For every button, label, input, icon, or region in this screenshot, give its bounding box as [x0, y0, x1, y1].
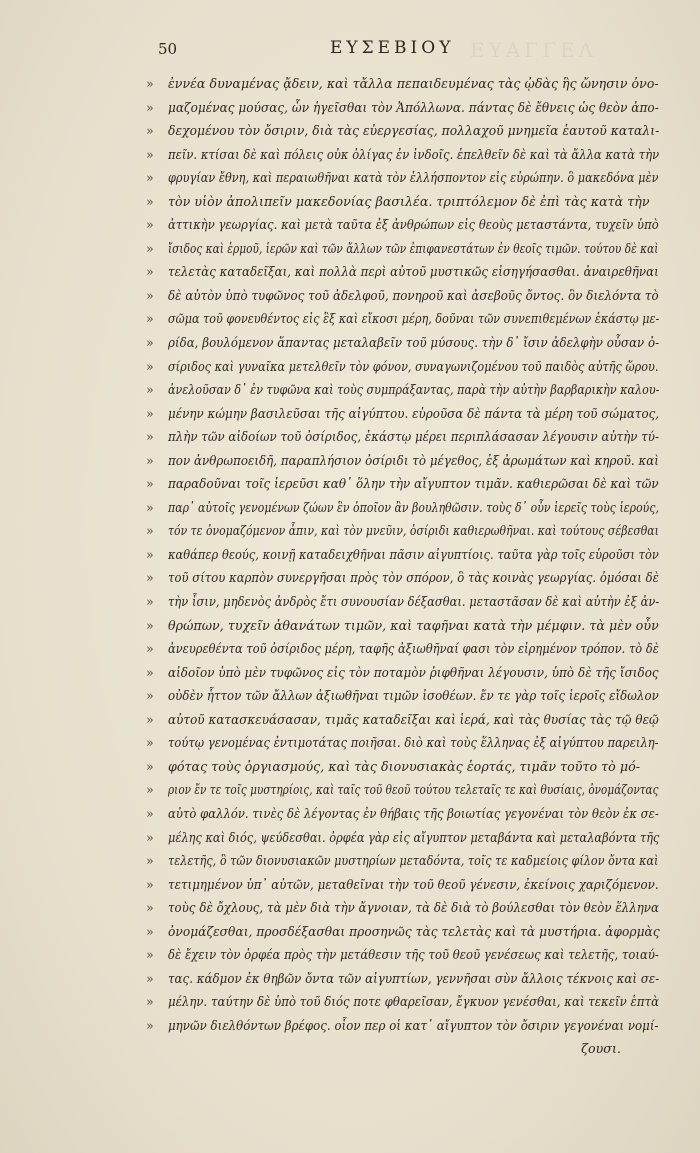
quotation-mark: » [146, 335, 154, 351]
quotation-mark: » [146, 193, 154, 209]
line-text: ρίδα, βουλόμενον ἅπαντας μεταλαβεῖν τοῦ μύσους. τὴν δ᾽ ἴσιν ἀδελφὴν οὖσαν ὀ- [168, 335, 660, 351]
text-line [146, 519, 661, 543]
text-line [146, 778, 661, 802]
quotation-mark: » [146, 429, 154, 445]
line-text: καθάπερ θεούς, κοινῇ καταδειχθῆναι πᾶσιν αἰγυπτίοις. ταῦτα γὰρ τοῖς εὑροῦσι τὸν [168, 546, 659, 562]
text-line [146, 849, 661, 873]
line-text: τοῦ σίτου καρπὸν συνεργῆσαι πρὸς τὸν σπόρον, ὃ τὰς κοινὰς γεωργίας. ὀμόσαι δὲ [168, 570, 659, 586]
line-text: τούτῳ γενομένας ἐντιμοτάτας ποιῆσαι. διὸ καὶ τοὺς ἕλληνας ἐξ αἰγύπτου παρειλη- [168, 735, 659, 751]
line-text: τόν τε ὀνομαζόμενον ἆπιν, καὶ τὸν μνεῦιν, ὀσίριδι καθιερωθῆναι. καὶ τούτους σέβεσθαι [168, 523, 659, 539]
text-line [146, 731, 661, 755]
quotation-mark: » [146, 146, 154, 162]
text-line [146, 755, 661, 779]
text-line [146, 472, 661, 496]
quotation-mark: » [146, 617, 154, 633]
text-line [146, 331, 661, 355]
text-line [146, 637, 661, 661]
quotation-mark: » [146, 287, 154, 303]
text-line [146, 190, 661, 214]
text-line [146, 566, 661, 590]
quotation-mark: » [146, 688, 154, 704]
quotation-mark: » [146, 264, 154, 280]
line-text: αὐτὸ φαλλόν. τινὲς δὲ λέγοντας ἐν θήβαις τῆς βοιωτίας γεγονέναι τὸν θεὸν ἐκ σε- [168, 805, 659, 821]
text-line [146, 990, 661, 1014]
quotation-mark: » [146, 664, 154, 680]
quotation-mark: » [146, 900, 154, 916]
line-text: τελετῆς, ὃ τῶν διονυσιακῶν μυστηρίων μεταδόντα, τοῖς τε καδμείοις φίλον ὄντα καὶ [168, 853, 659, 869]
quotation-mark: » [146, 1017, 154, 1033]
quotation-mark: » [146, 829, 154, 845]
line-text: ριον ἔν τε τοῖς μυστηρίοις, καὶ ταῖς τοῦ θεοῦ τούτου τελεταῖς τε καὶ θυσίαις, ὀνομάζοντας [168, 782, 659, 798]
line-text: φρυγίαν ἔθνη, καὶ περαιωθῆναι κατὰ τὸν ἑλλήσποντον εἰς εὐρώπην. ὃ μακεδόνα μὲν [168, 170, 659, 186]
line-text: ὀνομάζεσθαι, προσδέξασθαι προσηνῶς τὰς τελετὰς καὶ τὰ μυστήρια. ἀφορμὰς [168, 923, 660, 939]
line-text: μένην κώμην βασιλεῦσαι τῆς αἰγύπτου. εὑροῦσα δὲ πάντα τὰ μέρη τοῦ σώματος, [168, 405, 660, 421]
quotation-mark: » [146, 523, 154, 539]
line-text: σῶμα τοῦ φονευθέντος εἰς ἓξ καὶ εἴκοσι μέρη, δοῦναι τῶν συνεπιθεμένων ἑκάστῳ με- [168, 311, 660, 327]
quotation-mark: » [146, 594, 154, 610]
quotation-mark: » [146, 99, 154, 115]
quotation-mark: » [146, 805, 154, 821]
text-line [146, 1037, 661, 1061]
text-line [146, 590, 661, 614]
line-text: οὐδὲν ἧττον τῶν ἄλλων ἀξιωθῆναι τιμῶν ἰσοθέων. ἔν τε γὰρ τοῖς ἱεροῖς εἴδωλον [168, 688, 659, 704]
text-line [146, 143, 661, 167]
line-text: ἀνευρεθέντα τοῦ ὀσίριδος μέρη, ταφῆς ἀξιωθῆναί φασι τὸν εἰρημένον τρόπον. τὸ δὲ [168, 641, 659, 657]
text-line [146, 425, 661, 449]
line-text: ζουσι. [581, 1041, 621, 1057]
page-number: 50 [158, 40, 178, 58]
quotation-mark: » [146, 711, 154, 727]
line-text: ἀττικὴν γεωργίας. καὶ μετὰ ταῦτα ἐξ ἀνθρώπων εἰς θεοὺς μεταστάντα, τυχεῖν ὑπὸ [168, 217, 659, 233]
quotation-mark: » [146, 217, 154, 233]
text-line [146, 1014, 661, 1038]
text-line [146, 826, 661, 850]
text-line [146, 355, 661, 379]
line-text: τοὺς δὲ ὄχλους, τὰ μὲν διὰ τὴν ἄγνοιαν, τὰ δὲ διὰ τὸ βούλεσθαι τὸν θεὸν ἕλληνα [168, 900, 660, 916]
line-text: αἰδοῖον ὑπὸ μὲν τυφῶνος εἰς τὸν ποταμὸν ῥιφθῆναι λέγουσιν, ὑπὸ δὲ τῆς ἴσιδος [168, 664, 659, 680]
quotation-mark: » [146, 452, 154, 468]
text-line [146, 119, 661, 143]
line-text: παρ᾽ αὐτοῖς γενομένων ζώων ἓν ὁποῖον ἂν βουληθῶσιν. τοὺς δ᾽ οὖν ἱερεῖς τοὺς ἱερούς, [168, 499, 659, 515]
line-text: ἐννέα δυναμένας ᾄδειν, καὶ τἄλλα πεπαιδευμένας τὰς ᾠδὰς ἣς ὤνησιν ὀνο- [168, 76, 659, 91]
text-line [146, 213, 661, 237]
line-text: ἴσιδος καὶ ἑρμοῦ, ἱερῶν καὶ τῶν ἄλλων τῶν ἐπιφανεστάτων ἐν θεοῖς τιμῶν. τούτου δὲ καὶ [168, 240, 659, 256]
quotation-mark: » [146, 758, 154, 774]
text-line [146, 96, 661, 120]
quotation-mark: » [146, 382, 154, 398]
quotation-mark: » [146, 311, 154, 327]
text-line [146, 72, 661, 96]
line-text: μαζομένας μούσας, ὧν ἡγεῖσθαι τὸν Ἀπόλλωνα. πάντας δὲ ἔθνεις ὡς θεὸν ἀπο- [168, 99, 659, 115]
quotation-mark: » [146, 499, 154, 515]
line-text: τελετὰς καταδεῖξαι, καὶ πολλὰ περὶ αὐτοῦ μυστικῶς εἰσηγήσασθαι. ἀναιρεθῆναι [168, 264, 659, 280]
text-line [146, 260, 661, 284]
quotation-mark: » [146, 405, 154, 421]
text-line [146, 684, 661, 708]
line-text: δεχομένου τὸν ὄσιριν, διὰ τὰς εὐεργεσίας, πολλαχοῦ μνημεῖα ἑαυτοῦ καταλι- [168, 123, 660, 139]
text-line [146, 378, 661, 402]
quotation-mark: » [146, 358, 154, 374]
text-line [146, 307, 661, 331]
text-line [146, 237, 661, 261]
line-text: τετιμημένον ὑπ᾽ αὐτῶν, μεταθεῖναι τὴν τοῦ θεοῦ γένεσιν, ἐκείνοις χαριζόμενον. [168, 876, 659, 892]
text-line [146, 920, 661, 944]
text-line [146, 896, 661, 920]
line-text: πλὴν τῶν αἰδοίων τοῦ ὀσίριδος, ἑκάστῳ μέρει περιπλάσασαν λέγουσιν αὐτὴν τύ- [168, 429, 659, 445]
quotation-mark: » [146, 876, 154, 892]
greek-text-block [146, 72, 661, 1061]
line-text: παραδοῦναι τοῖς ἱερεῦσι καθ᾽ ὅλην τὴν αἴγυπτον τιμᾶν. καθιερῶσαι δὲ καὶ τῶν [168, 476, 659, 492]
text-line [146, 661, 661, 685]
quotation-mark: » [146, 994, 154, 1010]
quotation-mark: » [146, 546, 154, 562]
line-text: τας. κάδμον ἐκ θηβῶν ὄντα τῶν αἰγυπτίων, γεννῆσαι σὺν ἄλλοις τέκνοις καὶ σε- [168, 970, 660, 986]
text-line [146, 284, 661, 308]
line-text: μέλης καὶ διός, ψεύδεσθαι. ὀρφέα γὰρ εἰς αἴγυπτον μεταβάντα καὶ μεταλαβόντα τῆς [168, 829, 660, 845]
line-text: ἀνελοῦσαν δ᾽ ἐν τυφῶνα καὶ τοὺς συμπράξαντας, παρὰ τὴν αὐτὴν βαρβαρικὴν καλου- [168, 382, 660, 398]
quotation-mark: » [146, 123, 154, 139]
quotation-mark: » [146, 570, 154, 586]
text-line [146, 943, 661, 967]
line-text: τὴν ἶσιν, μηδενὸς ἀνδρὸς ἔτι συνουσίαν δέξασθαι. μεταστᾶσαν δὲ καὶ αὐτὴν ἐξ ἀν- [168, 594, 660, 610]
text-line [146, 449, 661, 473]
line-text: τὸν υἱὸν ἀπολιπεῖν μακεδονίας βασιλέα. τριπτόλεμον δὲ ἐπὶ τὰς κατὰ τὴν [168, 193, 650, 209]
line-text: πεῖν. κτίσαι δὲ καὶ πόλεις οὐκ ὀλίγας ἐν ἰνδοῖς. ἐπελθεῖν δὲ καὶ τὰ ἄλλα κατὰ τὴν [168, 146, 660, 162]
text-line [146, 873, 661, 897]
line-text: πον ἀνθρωποειδῆ, παραπλήσιον ὀσίριδι τὸ μέγεθος, ἐξ ἀρωμάτων καὶ κηροῦ. καὶ [168, 452, 659, 468]
text-line [146, 967, 661, 991]
line-text: μηνῶν διελθόντων βρέφος. οἷον περ οἱ κατ᾽ αἴγυπτον τὸν ὄσιριν γεγονέναι νομί- [168, 1017, 659, 1033]
text-line [146, 614, 661, 638]
quotation-mark: » [146, 240, 154, 256]
line-text: μέλην. ταύτην δὲ ὑπὸ τοῦ διός ποτε φθαρεῖσαν, ἔγκυον γενέσθαι, καὶ τεκεῖν ἑπτὰ [168, 994, 659, 1010]
quotation-mark: » [146, 923, 154, 939]
line-text: θρώπων, τυχεῖν ἀθανάτων τιμῶν, καὶ ταφῆναι κατὰ τὴν μέμφιν. τὰ μὲν οὖν [168, 617, 659, 633]
text-line [146, 166, 661, 190]
running-head: ΕΥΣΕΒΙΟΥ [330, 38, 455, 58]
quotation-mark: » [146, 853, 154, 869]
quotation-mark: » [146, 76, 154, 91]
text-line [146, 802, 661, 826]
quotation-mark: » [146, 782, 154, 798]
text-line [146, 496, 661, 520]
quotation-mark: » [146, 641, 154, 657]
line-text: σίριδος καὶ γυναῖκα μετελθεῖν τὸν φόνον, συναγωνιζομένου τοῦ παιδὸς αὐτῆς ὥρου. [168, 358, 659, 374]
line-text: δὲ αὐτὸν ὑπὸ τυφῶνος τοῦ ἀδελφοῦ, πονηροῦ καὶ ἀσεβοῦς ὄντος. ὃν διελόντα τὸ [168, 287, 659, 303]
line-text: αὐτοῦ κατασκευάσασαν, τιμᾶς καταδεῖξαι καὶ ἱερά, καὶ τὰς θυσίας τὰς τῷ θεῷ [168, 711, 659, 727]
text-line [146, 543, 661, 567]
quotation-mark: » [146, 970, 154, 986]
line-text: φότας τοὺς ὀργιασμούς, καὶ τὰς διονυσιακὰς ἑορτάς, τιμᾶν τοῦτο τὸ μό- [168, 758, 641, 774]
text-line [146, 402, 661, 426]
quotation-mark: » [146, 947, 154, 963]
quotation-mark: » [146, 170, 154, 186]
line-text: δὲ ἔχειν τὸν ὀρφέα πρὸς τὴν μετάθεσιν τῆς τοῦ θεοῦ γενέσεως καὶ τελετῆς, τοιαύ- [168, 947, 659, 963]
quotation-mark: » [146, 476, 154, 492]
quotation-mark: » [146, 735, 154, 751]
text-line [146, 708, 661, 732]
bleed-through-heading: ΕΥΑΓΓΕΛ [470, 38, 598, 62]
